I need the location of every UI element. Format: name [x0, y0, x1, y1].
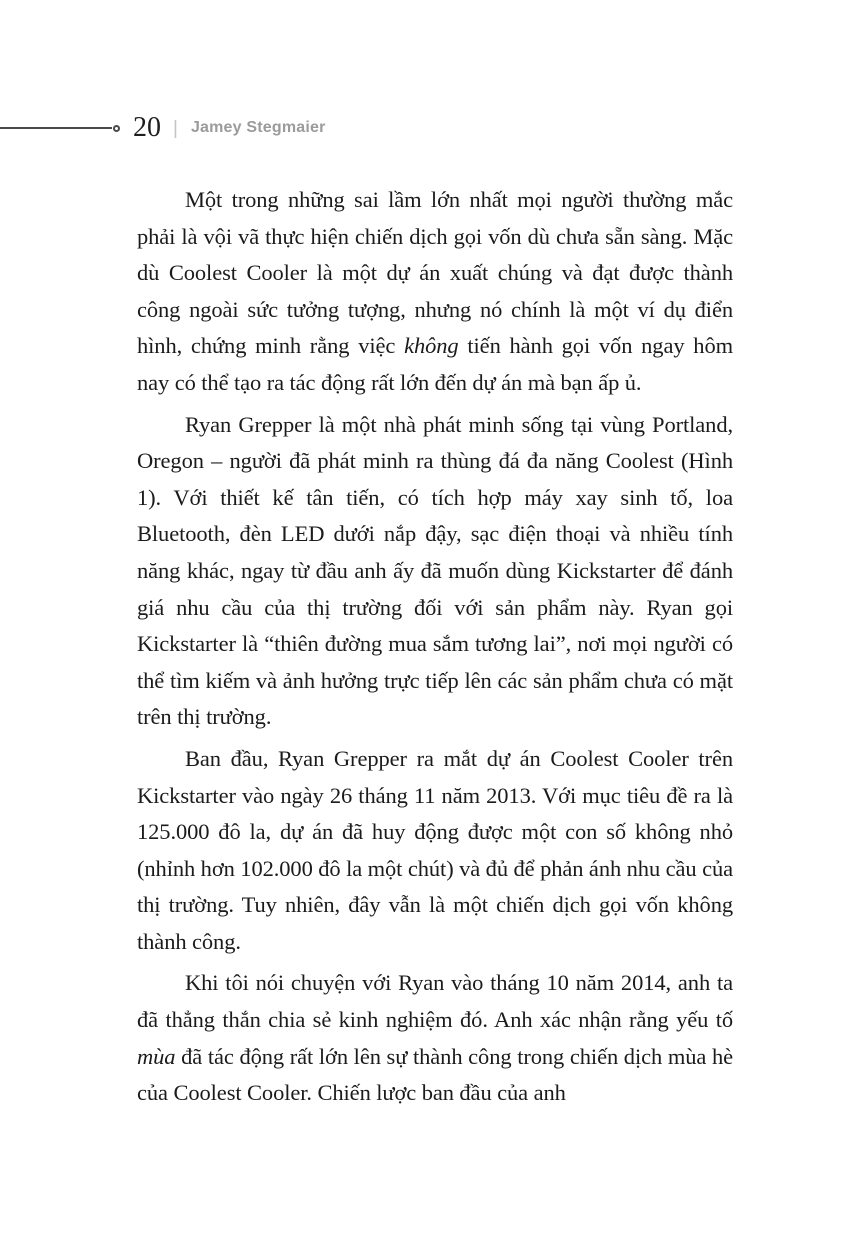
header-rule-line	[0, 127, 112, 129]
running-header	[0, 112, 844, 144]
author-name: Jamey Stegmaier	[190, 119, 326, 136]
text-segment: Một trong những sai lầm lớn nhất mọi người thường mắc phải là vội vã thực hiện chiến dịch gọi vốn dù chưa sẵn sàng. Mặc dù Coolest Cooler là một dự án xuất chúng và đạt được thành công ngoài sức tưởng tượng, nhưng nó chính là một ví dụ điển hình, chứng minh rằng việc	[137, 187, 733, 359]
italic-text-segment: mùa	[137, 1043, 176, 1069]
text-segment: Ryan Grepper là một nhà phát minh sống tại vùng Portland, Oregon – người đã phát minh ra thùng đá đa năng Coolest (Hình 1). Với thiết kế tân tiến, có tích hợp máy xay sinh tố, loa Bluetooth, đèn LED dưới nắp đậy, sạc điện thoại và nhiều tính năng khác, ngay từ đầu anh ấy đã muốn dùng Kickstarter để đánh giá nhu cầu của thị trường đối với sản phẩm này. Ryan gọi Kickstarter là “thiên đường mua sắm tương lai”, nơi mọi người có thể tìm kiếm và ảnh hưởng trực tiếp lên các sản phẩm chưa có mặt trên thị trường.	[137, 411, 733, 730]
body-text	[137, 182, 733, 1117]
italic-text-segment: không	[404, 333, 459, 359]
paragraph	[137, 182, 733, 402]
text-segment: Khi tôi nói chuyện với Ryan vào tháng 10 năm 2014, anh ta đã thẳng thắn chia sẻ kinh nghiệm đó. Anh xác nhận rằng yếu tố	[137, 970, 733, 1033]
text-segment: Ban đầu, Ryan Grepper ra mắt dự án Coolest Cooler trên Kickstarter vào ngày 26 tháng 11 năm 2013. Với mục tiêu đề ra là 125.000 đô la, dự án đã huy động được một con số không nhỏ (nhỉnh hơn 102.000 đô la một chút) và đủ để phản ánh nhu cầu của thị trường. Tuy nhiên, đây vẫn là một chiến dịch gọi vốn không thành công.	[137, 745, 733, 954]
text-segment: tiến hành gọi vốn ngay hôm nay có thể tạo ra tác động rất lớn đến dự án mà bạn ấp ủ.	[137, 333, 733, 395]
paragraph	[137, 741, 733, 961]
paragraph	[137, 407, 733, 736]
page-number: 20	[133, 112, 161, 143]
paragraph	[137, 965, 733, 1111]
header-divider: |	[173, 117, 178, 139]
text-segment: đã tác động rất lớn lên sự thành công trong chiến dịch mùa hè của Coolest Cooler. Chiến lược ban đầu của anh	[137, 1043, 733, 1106]
circle-ornament-icon	[113, 125, 120, 132]
